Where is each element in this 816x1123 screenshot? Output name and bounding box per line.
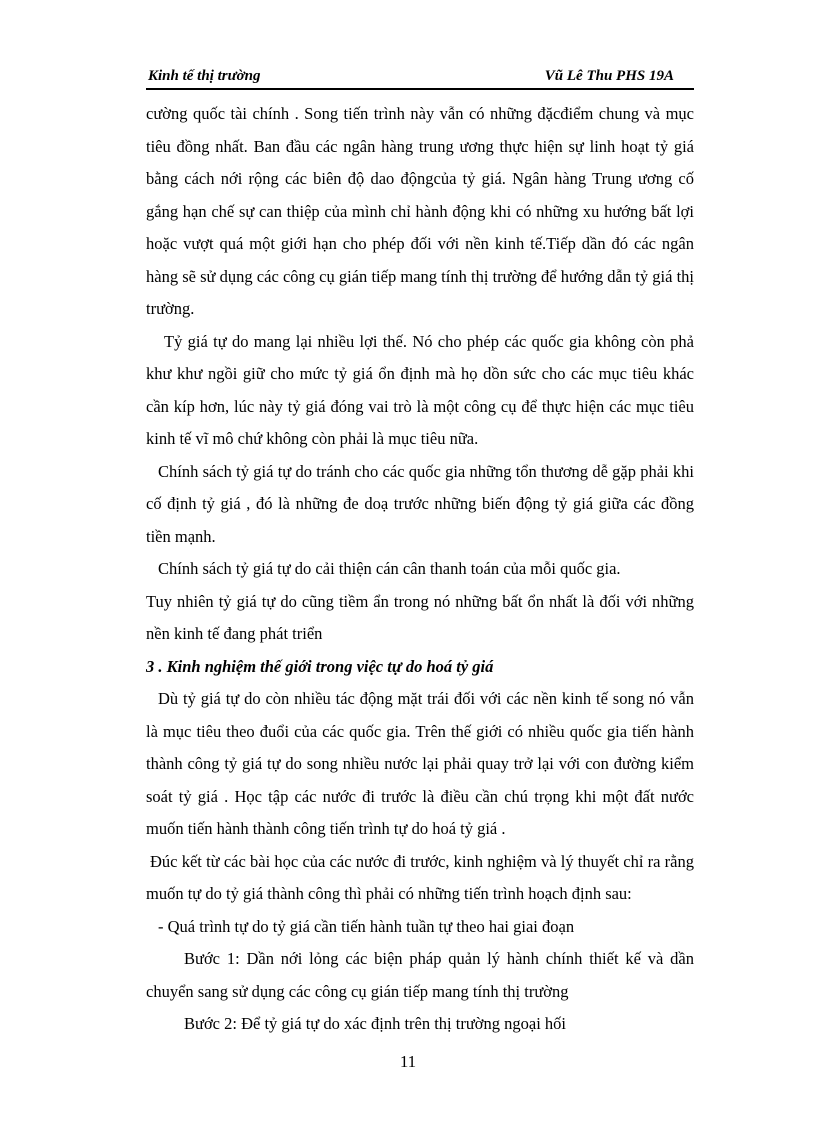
- list-item-step-2: Bước 2: Để tỷ giá tự do xác định trên thị trường ngoại hối: [184, 1014, 567, 1033]
- list-item-two-stages: - Quá trình tự do tỷ giá cần tiến hành tuần tự theo hai giai đoạn: [158, 916, 575, 936]
- header-author: Vũ Lê Thu PHS 19A: [544, 68, 674, 84]
- paragraph-risks: Tuy nhiên tỷ giá tự do cũng tiềm ẩn trong nó những bất ổn nhất là đối với những nền kinh tế đang phát triển: [146, 591, 694, 643]
- paragraph-lessons: Đúc kết từ các bài học của các nước đi trước, kinh nghiệm và lý thuyết chỉ ra rằng muốn tự do tỷ giá thành công thì phải có những tiến trình hoạch định sau:: [146, 851, 694, 903]
- paragraph-avoid-shocks: Chính sách tỷ giá tự do tránh cho các quốc gia những tổn thương dễ gặp phải khi cố định tỷ giá , đó là những đe doạ trước những biến động tỷ giá giữa các đồng tiền mạnh.: [146, 461, 694, 546]
- paragraph-advantages: Tỷ giá tự do mang lại nhiều lợi thế. Nó cho phép các quốc gia không còn phả khư khư ngồi giữ cho mức tỷ giá ổn định mà họ dồn sức cho các mục tiêu khác cần kíp hơn, lúc này tỷ giá đóng vai trò là một công cụ để thực hiện các mục tiêu kinh tế vĩ mô chứ không còn phải là mục tiêu nữa.: [146, 331, 694, 448]
- paragraph-world-experience: Dù tỷ giá tự do còn nhiều tác động mặt trái đối với các nền kinh tế song nó vẫn là mục tiêu theo đuổi của các quốc gia. Trên thế giới có nhiều quốc gia tiến hành thành công tỷ giá tự do song nhiều nước lại phải quay trở lại với con đường kiểm soát tỷ giá . Học tập các nước đi trước là điều cần chú trọng khi một đất nước muốn tiến hành thành công tiến trình tự do hoá tỷ giá .: [146, 689, 694, 838]
- header-divider: [146, 88, 694, 90]
- header-title: Kinh tế thị trường: [148, 68, 261, 84]
- page-body: [146, 98, 694, 1041]
- paragraph-continuation: cường quốc tài chính . Song tiến trình này vẫn có những đặcđiểm chung và mục tiêu đồng nhất. Ban đầu các ngân hàng trung ương thực hiện sự linh hoạt tỷ giá bằng cách nới rộng các biên độ dao độngcủa tỷ giá. Ngân hàng Trung ương cố gắng hạn chế sự can thiệp của mình chỉ hành động khi có những xu hướng bất lợi hoặc vượt quá một giới hạn cho phép đối với nền kinh tế.Tiếp dần đó các ngân hàng sẽ sử dụng các công cụ gián tiếp mang tính thị trường để hướng dẫn tỷ giá thị trường.: [146, 104, 694, 318]
- page-number: 11: [399, 1052, 417, 1071]
- paragraph-balance-of-payments: Chính sách tỷ giá tự do cải thiện cán cân thanh toán của mỗi quốc gia.: [158, 559, 621, 578]
- section-heading: 3 . Kinh nghiệm thế giới trong việc tự do hoá tỷ giá: [146, 656, 494, 676]
- running-header: [146, 66, 694, 90]
- list-item-step-1: Bước 1: Dần nới lỏng các biện pháp quản lý hành chính thiết kế và dần chuyển sang sử dụng các công cụ gián tiếp mang tính thị trường: [146, 949, 694, 1001]
